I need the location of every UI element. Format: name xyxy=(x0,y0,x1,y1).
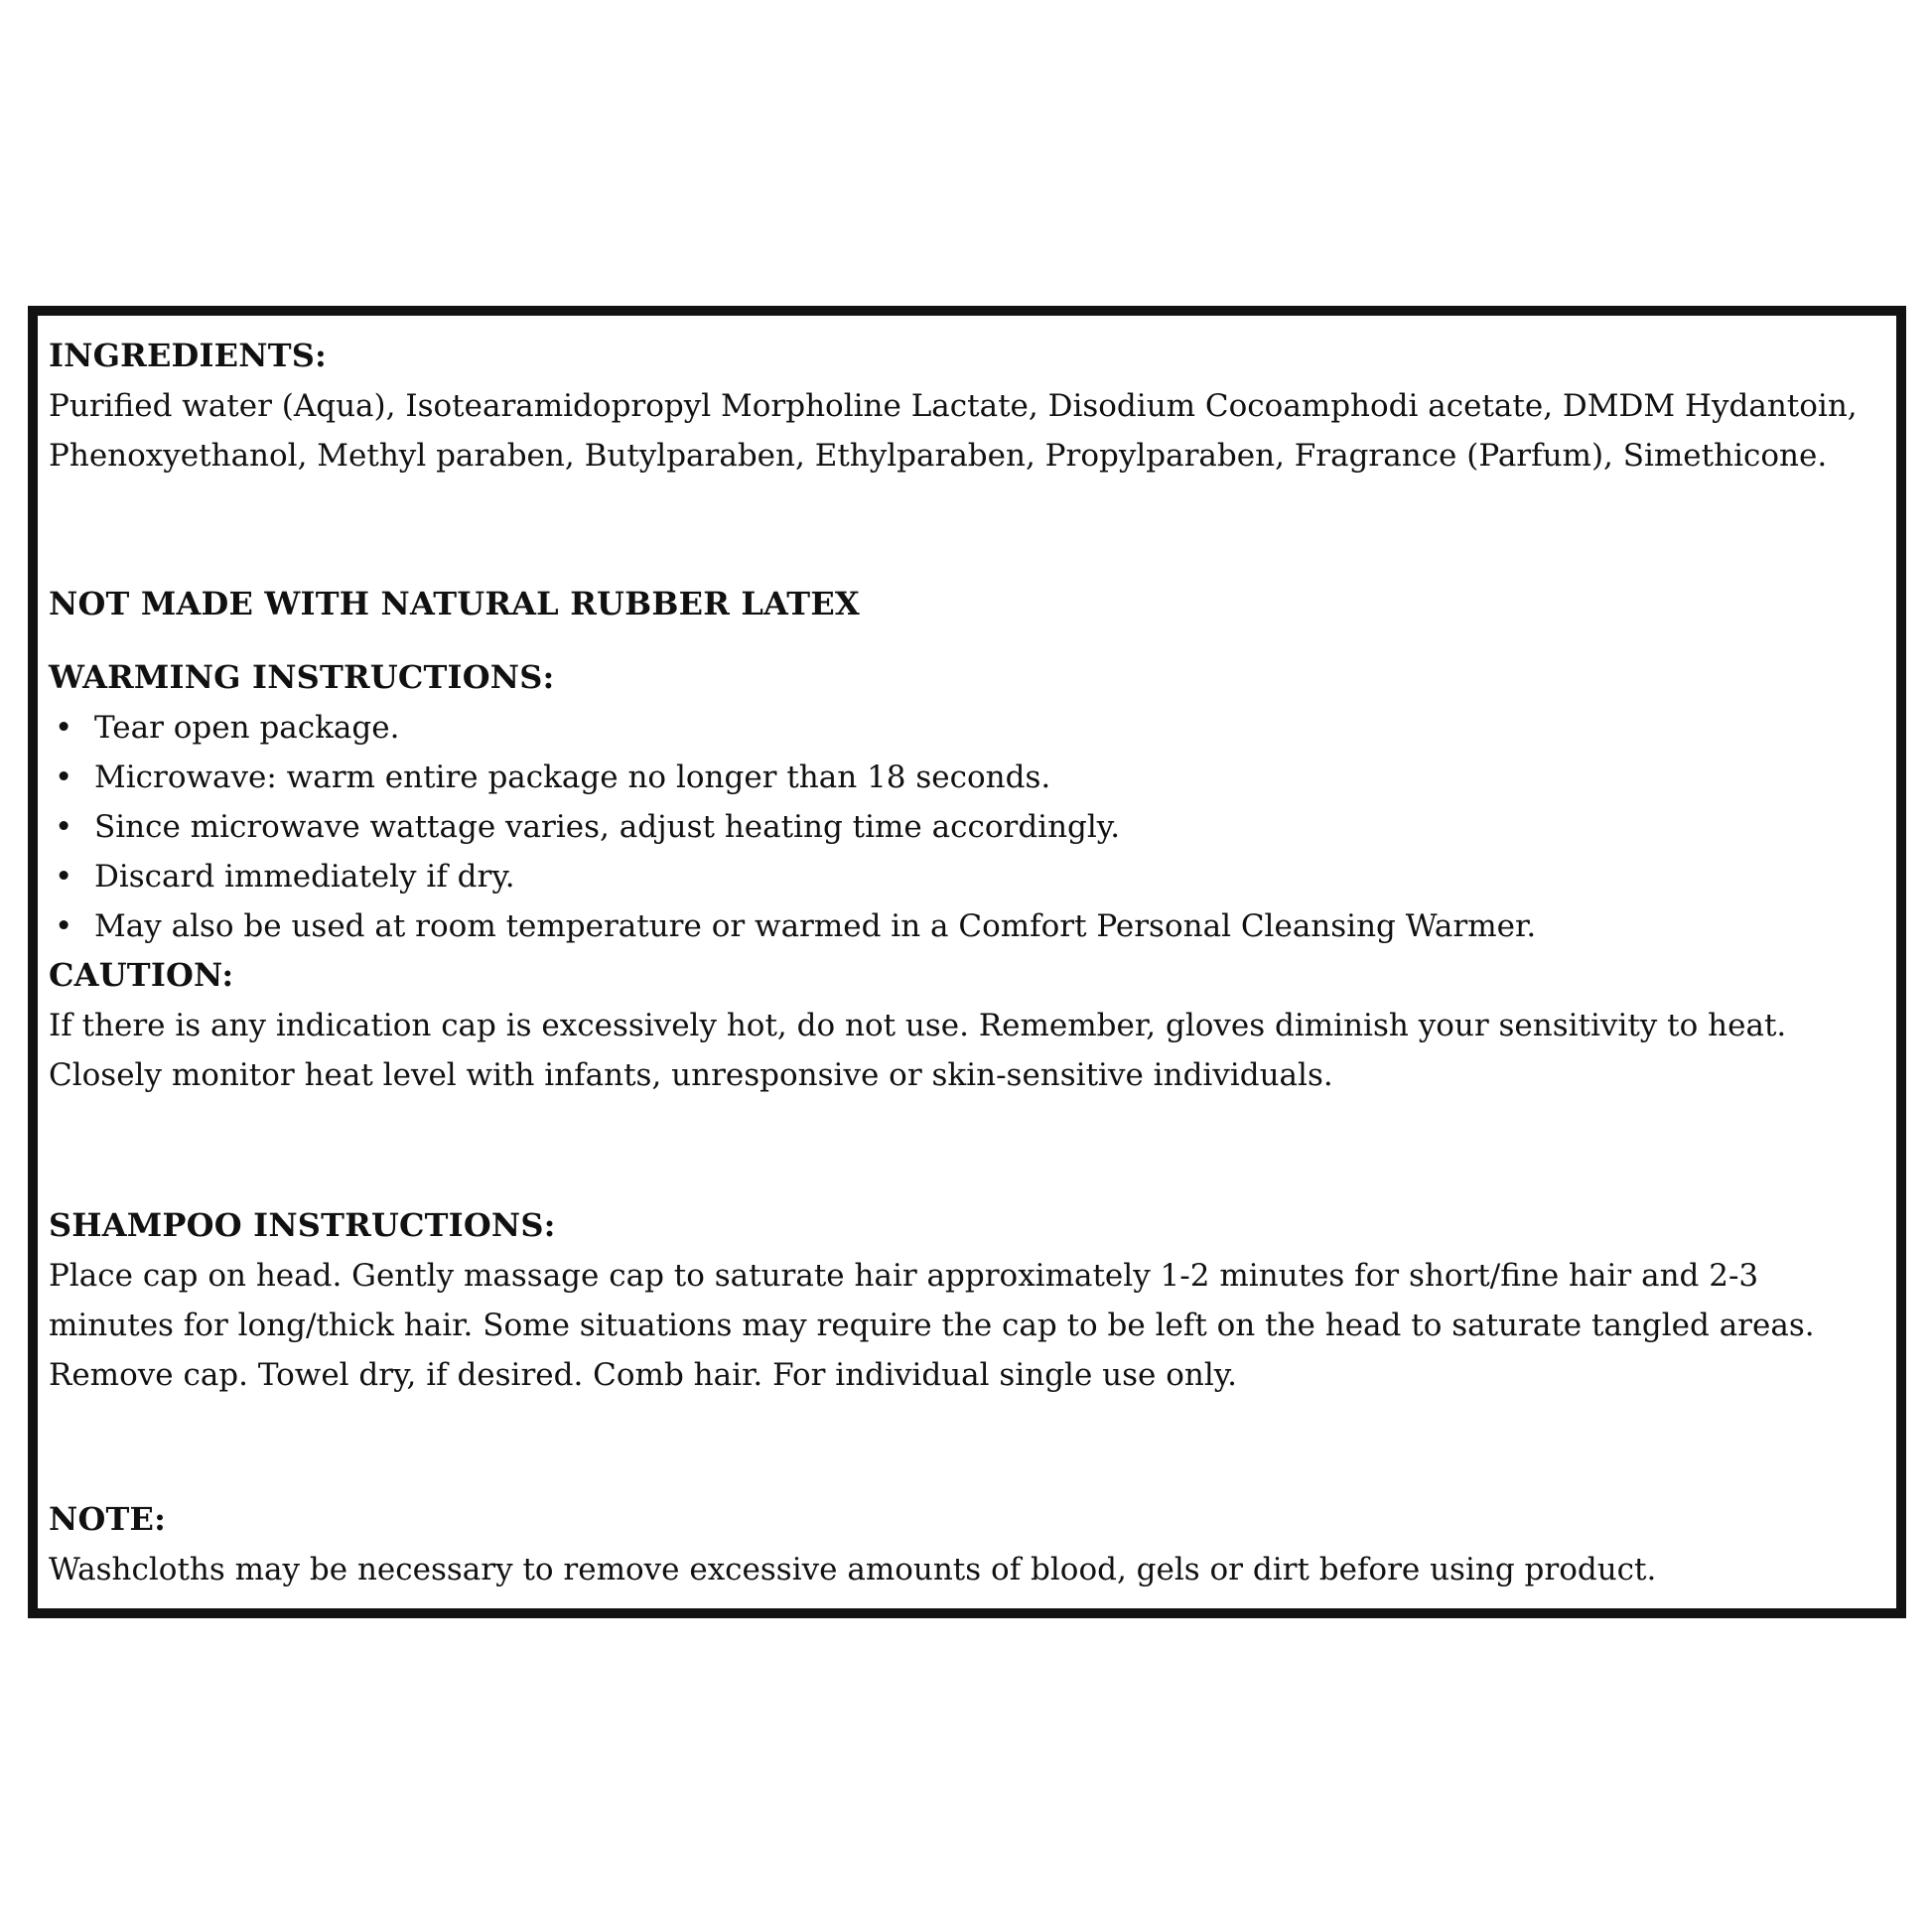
warming-step: • May also be used at room temperature or warmed in a Comfort Personal Cleansing Warmer. xyxy=(55,901,1872,951)
warming-step: • Tear open package. xyxy=(55,703,1872,753)
warming-instructions-heading: WARMING INSTRUCTIONS: xyxy=(49,658,555,696)
caution-text: If there is any indication cap is excessively hot, do not use. Remember, gloves diminish your sensitivity to heat. Closely monitor heat level with infants, unresponsive or skin-sensitive individuals. xyxy=(49,1008,1787,1093)
product-label-box xyxy=(28,306,1906,1618)
warming-step: • Microwave: warm entire package no longer than 18 seconds. xyxy=(55,753,1872,802)
warming-instructions-list xyxy=(49,703,1872,951)
ingredients-heading: INGREDIENTS: xyxy=(49,337,328,374)
caution-heading: CAUTION: xyxy=(49,956,234,994)
warming-step: • Discard immediately if dry. xyxy=(55,852,1872,901)
shampoo-instructions-text: Place cap on head. Gently massage cap to saturate hair approximately 1-2 minutes for short/fine hair and 2-3 minutes for long/thick hair. Some situations may require the cap to be left on the head to saturate tangled areas. Remove cap. Towel dry, if desired. Comb hair. For individual single use only. xyxy=(49,1258,1815,1393)
section-latex-notice xyxy=(49,580,1872,627)
latex-notice-heading: NOT MADE WITH NATURAL RUBBER LATEX xyxy=(49,585,860,622)
note-text: Washcloths may be necessary to remove excessive amounts of blood, gels or dirt before using product. xyxy=(49,1552,1657,1587)
ingredients-text: Purified water (Aqua), Isotearamidopropyl Morpholine Lactate, Disodium Cocoamphodi acetate, DMDM Hydantoin, Phenoxyethanol, Methyl paraben, Butylparaben, Ethylparaben, Propylparaben, Fragrance (Parfum), Simethicone. xyxy=(49,388,1858,474)
warming-step: • Since microwave wattage varies, adjust heating time accordingly. xyxy=(55,802,1872,852)
section-warming-instructions xyxy=(49,653,1872,951)
section-ingredients xyxy=(49,332,1872,481)
section-note xyxy=(49,1495,1872,1594)
note-heading: NOTE: xyxy=(49,1500,167,1538)
section-shampoo-instructions xyxy=(49,1201,1872,1400)
shampoo-instructions-heading: SHAMPOO INSTRUCTIONS: xyxy=(49,1206,556,1244)
section-caution xyxy=(49,951,1872,1100)
